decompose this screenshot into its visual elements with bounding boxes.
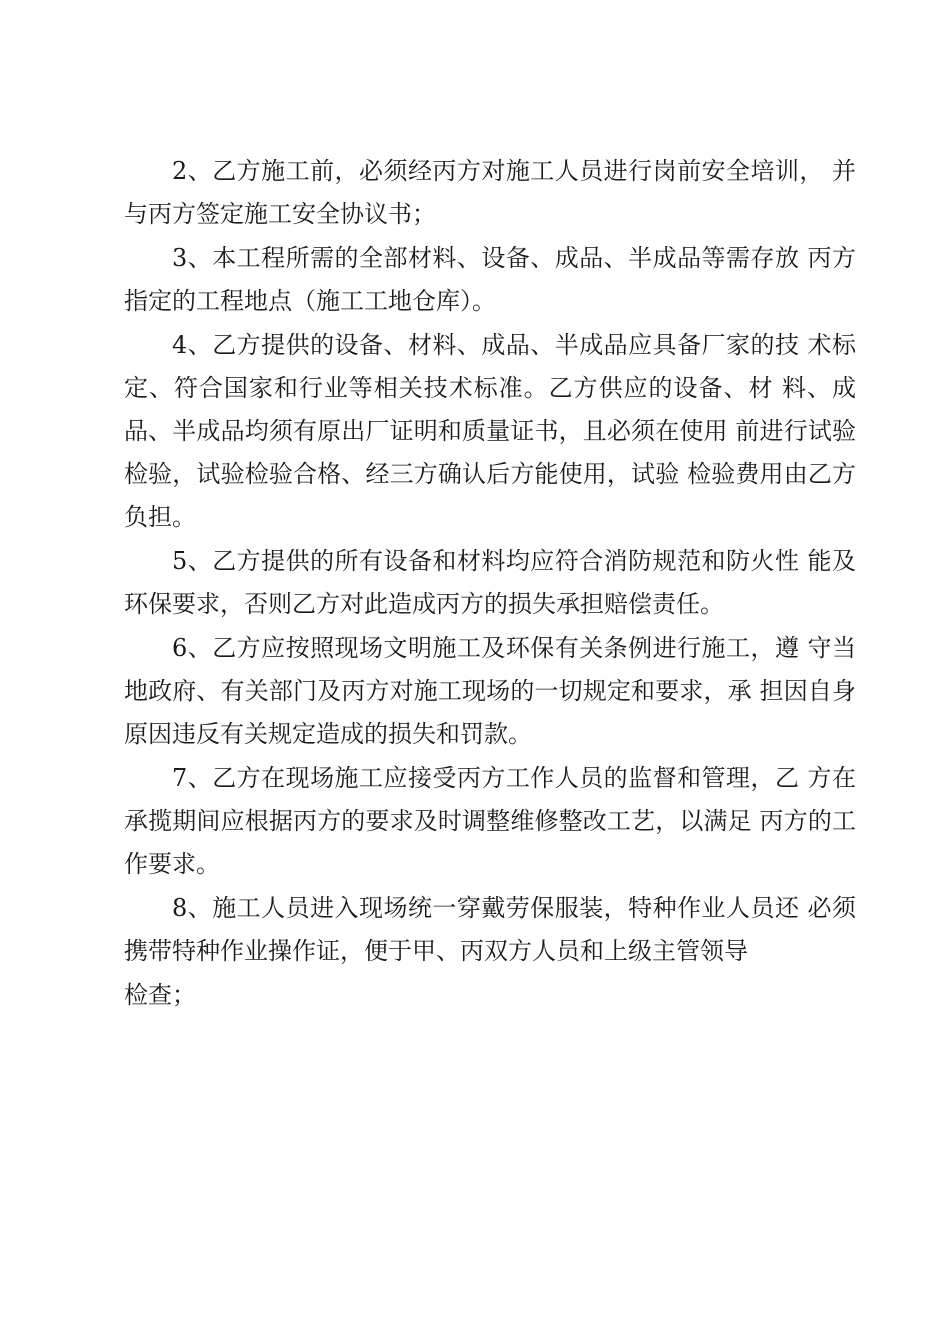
- clause-7: 7、乙方在现场施工应接受丙方工作人员的监督和管理，乙 方在承揽期间应根据丙方的要求及时调整维修整改工艺，以满足 丙方的工作要求。: [124, 764, 856, 878]
- document-body: [124, 150, 856, 1017]
- clause-8: 8、施工人员进入现场统一穿戴劳保服装，特种作业人员还 必须携带特种作业操作证，便于甲、丙双方人员和上级主管领导: [124, 894, 856, 965]
- clause-3: 3、本工程所需的全部材料、设备、成品、半成品等需存放 丙方指定的工程地点（施工工地仓库）。: [124, 244, 856, 315]
- clause-4: 4、乙方提供的设备、材料、成品、半成品应具备厂家的技 术标定、符合国家和行业等相关技术标准。乙方供应的设备、材 料、成品、半成品均须有原出厂证明和质量证书，且必须在使用 前进行试验检验，试验检验合格、经三方确认后方能使用，试验 检验费用由乙方负担。: [124, 331, 856, 531]
- clause-2: 2、乙方施工前，必须经丙方对施工人员进行岗前安全培训， 并与丙方签定施工安全协议书；: [124, 157, 856, 228]
- clause-5: 5、乙方提供的所有设备和材料均应符合消防规范和防火性 能及环保要求，否则乙方对此造成丙方的损失承担赔偿责任。: [124, 547, 856, 618]
- clause-6: 6、乙方应按照现场文明施工及环保有关条例进行施工，遵 守当地政府、有关部门及丙方对施工现场的一切规定和要求，承 担因自身原因违反有关规定造成的损失和罚款。: [124, 634, 856, 748]
- clause-8-continuation: 检查；: [124, 981, 196, 1009]
